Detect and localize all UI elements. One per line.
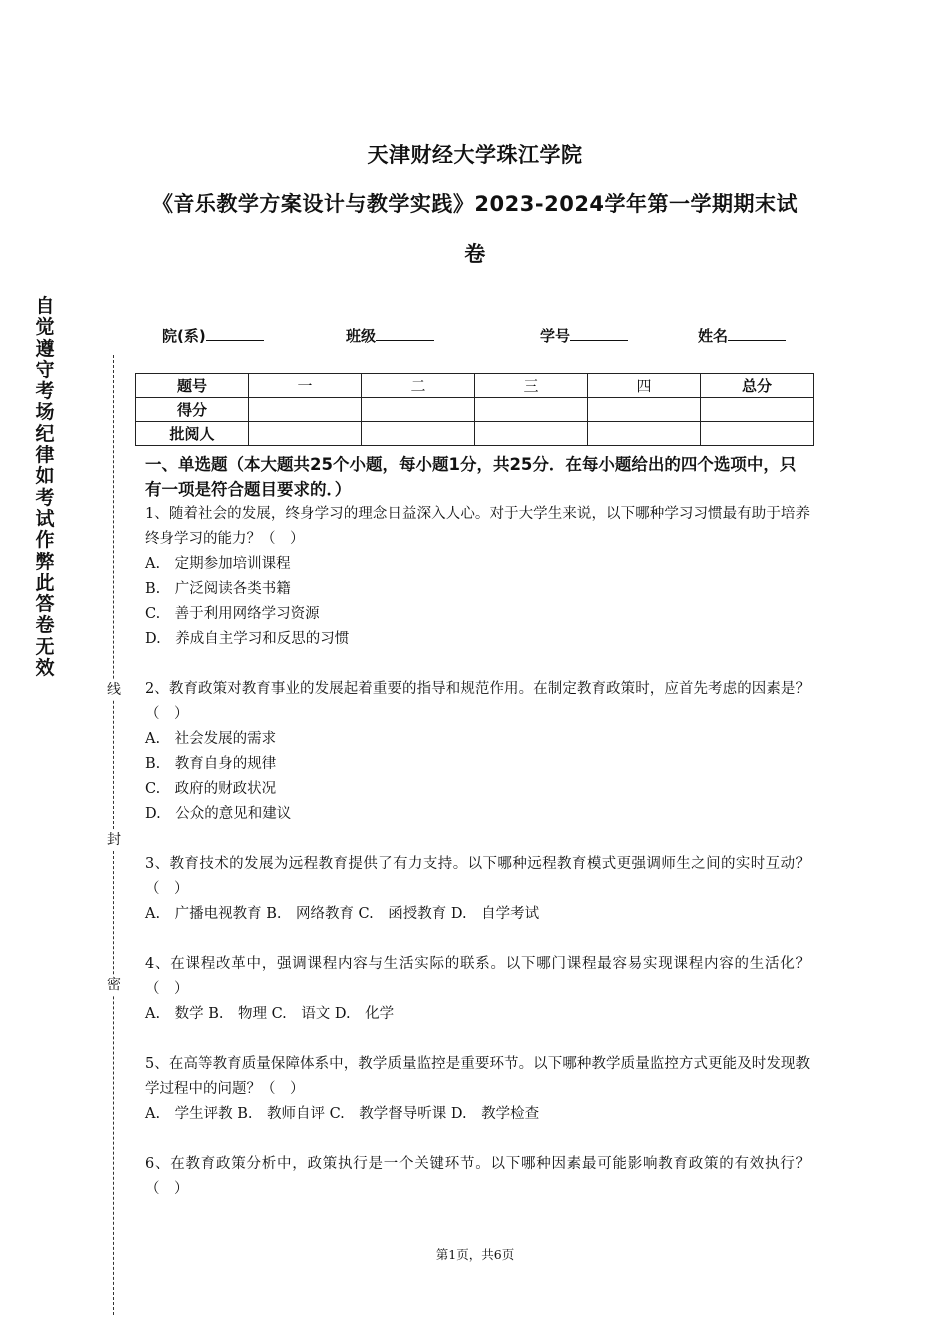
department-label: 院(系) bbox=[162, 327, 206, 345]
score-cell[interactable] bbox=[588, 422, 701, 446]
exam-discipline-warning: 自觉遵守考场纪律如考试作弊此答卷无效 bbox=[35, 295, 55, 680]
name-blank[interactable] bbox=[728, 325, 786, 341]
department-field[interactable] bbox=[162, 325, 264, 346]
score-header-cell: 二 bbox=[362, 374, 475, 398]
class-field[interactable] bbox=[346, 325, 434, 346]
question-options-inline[interactable]: A. 广播电视教育 B. 网络教育 C. 函授教育 D. 自学考试 bbox=[145, 906, 540, 922]
name-field[interactable] bbox=[698, 325, 786, 346]
student-info-row bbox=[0, 325, 950, 349]
question-6 bbox=[145, 1152, 810, 1202]
score-cell[interactable] bbox=[362, 422, 475, 446]
question-stem: 2、教育政策对教育事业的发展起着重要的指导和规范作用。在制定教育政策时，应首先考虑的因素是？（ ） bbox=[145, 681, 810, 722]
score-header-cell: 三 bbox=[475, 374, 588, 398]
question-option[interactable]: A. 社会发展的需求 bbox=[145, 731, 277, 747]
exam-title-continued: 卷 bbox=[464, 242, 486, 266]
score-table-row bbox=[136, 398, 814, 422]
score-row-label: 批阅人 bbox=[136, 422, 249, 446]
exam-title-school: 天津财经大学珠江学院 bbox=[367, 143, 583, 167]
question-option[interactable]: B. 教育自身的规律 bbox=[145, 756, 277, 772]
score-cell[interactable] bbox=[701, 398, 814, 422]
score-header-cell: 总分 bbox=[701, 374, 814, 398]
question-stem: 6、在教育政策分析中，政策执行是一个关键环节。以下哪种因素最可能影响教育政策的有效执行？（ ） bbox=[145, 1156, 810, 1197]
score-row-label: 得分 bbox=[136, 398, 249, 422]
score-cell[interactable] bbox=[475, 422, 588, 446]
page-number: 第1页，共6页 bbox=[435, 1247, 515, 1262]
question-4 bbox=[145, 952, 810, 1027]
name-label: 姓名 bbox=[698, 327, 729, 345]
question-stem: 3、教育技术的发展为远程教育提供了有力支持。以下哪种远程教育模式更强调师生之间的实时互动？（ ） bbox=[145, 856, 810, 897]
score-table-header-row bbox=[136, 374, 814, 398]
question-option[interactable]: D. 公众的意见和建议 bbox=[145, 806, 292, 822]
question-2 bbox=[145, 677, 810, 827]
score-cell[interactable] bbox=[249, 422, 362, 446]
question-option[interactable]: C. 善于利用网络学习资源 bbox=[145, 606, 320, 622]
class-blank[interactable] bbox=[376, 325, 434, 341]
score-cell[interactable] bbox=[475, 398, 588, 422]
question-stem: 4、在课程改革中，强调课程内容与生活实际的联系。以下哪门课程最容易实现课程内容的生活化？（ ） bbox=[145, 956, 810, 997]
student-id-field[interactable] bbox=[540, 325, 628, 346]
question-stem: 5、在高等教育质量保障体系中，教学质量监控是重要环节。以下哪种教学质量监控方式更能及时发现教学过程中的问题？（ ） bbox=[145, 1056, 810, 1097]
department-blank[interactable] bbox=[206, 325, 264, 341]
question-stem: 1、随着社会的发展，终身学习的理念日益深入人心。对于大学生来说，以下哪种学习习惯最有助于培养终身学习的能力？（ ） bbox=[145, 506, 810, 547]
question-option[interactable]: D. 养成自主学习和反思的习惯 bbox=[145, 631, 350, 647]
score-cell[interactable] bbox=[701, 422, 814, 446]
student-id-blank[interactable] bbox=[570, 325, 628, 341]
question-options-inline[interactable]: A. 学生评教 B. 教师自评 C. 教学督导听课 D. 教学检查 bbox=[145, 1106, 540, 1122]
question-option[interactable]: C. 政府的财政状况 bbox=[145, 781, 277, 797]
score-cell[interactable] bbox=[249, 398, 362, 422]
question-option[interactable]: A. 定期参加培训课程 bbox=[145, 556, 291, 572]
score-header-cell: 一 bbox=[249, 374, 362, 398]
question-1 bbox=[145, 502, 810, 652]
score-cell[interactable] bbox=[588, 398, 701, 422]
score-cell[interactable] bbox=[362, 398, 475, 422]
score-table bbox=[135, 373, 814, 446]
exam-content bbox=[145, 452, 810, 1227]
question-option[interactable]: B. 广泛阅读各类书籍 bbox=[145, 581, 291, 597]
seal-mark-line: 线 bbox=[107, 682, 121, 698]
class-label: 班级 bbox=[346, 327, 377, 345]
score-header-cell: 四 bbox=[588, 374, 701, 398]
score-header-cell: 题号 bbox=[136, 374, 249, 398]
score-table-row bbox=[136, 422, 814, 446]
student-id-label: 学号 bbox=[540, 327, 571, 345]
exam-title-course: 《音乐教学方案设计与教学实践》2023-2024学年第一学期期末试 bbox=[151, 192, 799, 216]
question-3 bbox=[145, 852, 810, 927]
section-heading: 一、单选题（本大题共25个小题，每小题1分，共25分．在每小题给出的四个选项中，只有一项是符合题目要求的．） bbox=[145, 455, 797, 499]
question-options-inline[interactable]: A. 数学 B. 物理 C. 语文 D. 化学 bbox=[145, 1006, 395, 1022]
seal-mark-secret: 密 bbox=[107, 977, 121, 993]
question-5 bbox=[145, 1052, 810, 1127]
seal-mark-seal: 封 bbox=[107, 832, 121, 848]
